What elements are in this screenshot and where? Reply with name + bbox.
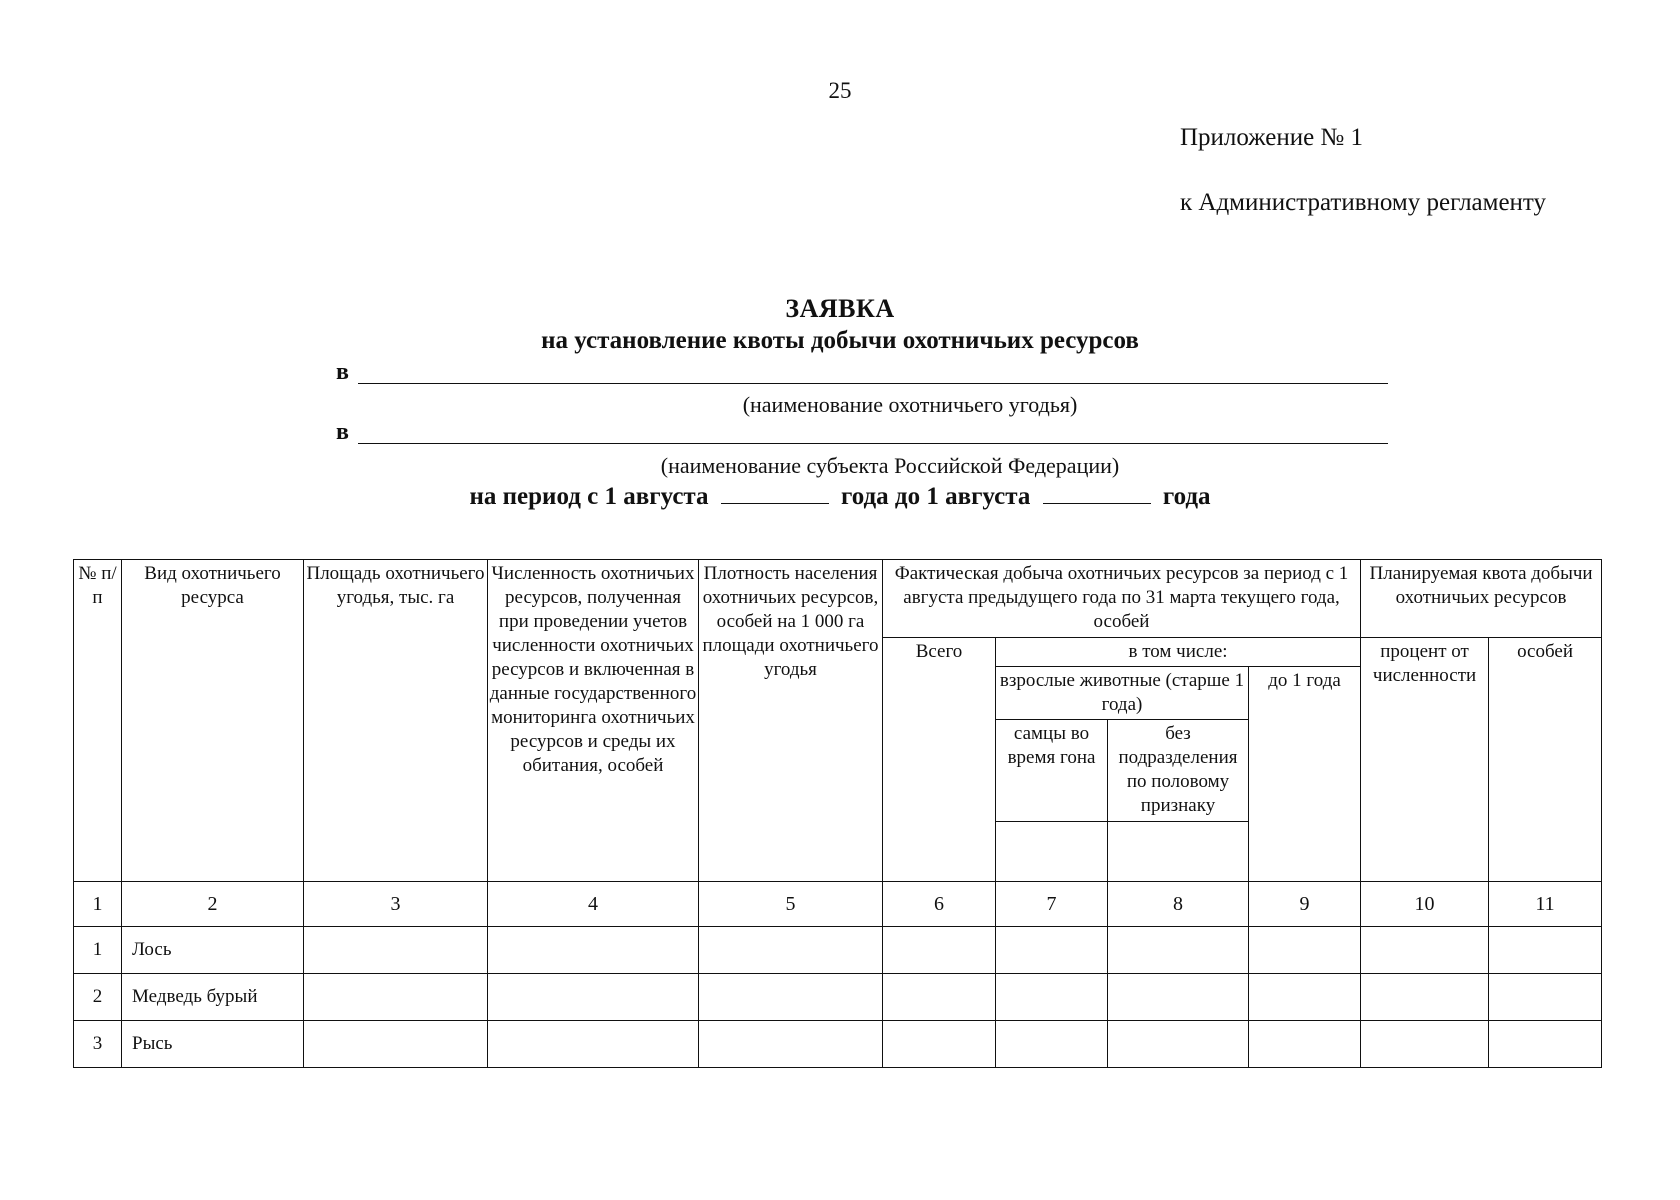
row-number: 2 [74,974,122,1021]
year-from-blank[interactable] [721,485,829,504]
period-text-3: года [1162,483,1211,510]
header-col-5: Плотность населения охотничьих ресурсов, особей на 1 000 га площади охотничьего угодья [699,560,883,882]
header-males: самцы во время гона [996,720,1108,822]
table-cell[interactable] [1361,927,1489,974]
table-cell[interactable] [883,974,996,1021]
table-cell[interactable] [883,927,996,974]
resource-name: Медведь бурый [122,974,304,1021]
region-field[interactable] [336,418,1388,448]
table-cell[interactable] [1489,1021,1602,1068]
column-number: 10 [1361,882,1489,927]
period-text-1: на период с 1 августа [469,483,709,510]
table-cell[interactable] [488,927,699,974]
table-row [74,974,1602,1021]
header-no-sex-spacer [1108,822,1249,882]
table-cell[interactable] [1249,974,1361,1021]
page-number: 25 [828,78,852,103]
table-cell[interactable] [304,974,488,1021]
document-subtitle: на установление квоты добычи охотничьих ресурсов [541,327,1139,354]
resource-name: Лось [122,927,304,974]
column-numbers-row [74,882,1602,927]
header-percent: процент от численности [1361,638,1489,882]
table-cell[interactable] [996,1021,1108,1068]
appendix-line-1: Приложение № 1 [1180,124,1364,151]
table-cell[interactable] [699,974,883,1021]
header-total: Всего [883,638,996,882]
header-under-one: до 1 года [1249,667,1361,882]
column-number: 6 [883,882,996,927]
column-number: 3 [304,882,488,927]
header-count: особей [1489,638,1602,882]
header-adults: взрослые животные (старше 1 года) [996,667,1249,720]
header-col-1: № п/п [74,560,122,882]
header-actual-harvest: Фактическая добыча охотничьих ресурсов за период с 1 августа предыдущего года по 31 марта текущего года, особей [883,560,1361,638]
table-cell[interactable] [1361,974,1489,1021]
field-prefix: в [336,419,349,445]
column-number: 5 [699,882,883,927]
table-cell[interactable] [699,927,883,974]
table-cell[interactable] [1108,1021,1249,1068]
period-line [0,483,1680,511]
fill-line [358,383,1388,384]
column-number: 4 [488,882,699,927]
table-row [74,1021,1602,1068]
column-number: 2 [122,882,304,927]
region-caption: (наименование субъекта Российской Федерации) [660,453,1120,478]
field-prefix: в [336,359,349,385]
column-number: 9 [1249,882,1361,927]
resource-name: Рысь [122,1021,304,1068]
table-cell[interactable] [488,1021,699,1068]
header-col-4: Численность охотничьих ресурсов, полученная при проведении учетов численности охотничьих ресурсов и включенная в данные государственного мониторинга охотничьих ресурсов и среды их обитания, особей [488,560,699,882]
header-col-3: Площадь охотничьего угодья, тыс. га [304,560,488,882]
table-cell[interactable] [304,927,488,974]
table-cell[interactable] [996,974,1108,1021]
table-row [74,927,1602,974]
table-cell[interactable] [1489,927,1602,974]
row-number: 1 [74,927,122,974]
table-cell[interactable] [1361,1021,1489,1068]
table-cell[interactable] [699,1021,883,1068]
column-number: 8 [1108,882,1249,927]
column-number: 1 [74,882,122,927]
hunting-ground-caption: (наименование охотничьего угодья) [742,392,1078,417]
table-cell[interactable] [1108,974,1249,1021]
table-cell[interactable] [1249,1021,1361,1068]
document-title: ЗАЯВКА [785,294,895,323]
period-text-2: года до 1 августа [841,483,1031,510]
header-col-2: Вид охотничьего ресурса [122,560,304,882]
table-cell[interactable] [1489,974,1602,1021]
header-no-sex: без подразделения по половому признаку [1108,720,1249,822]
quota-table [73,559,1602,1068]
table-cell[interactable] [304,1021,488,1068]
header-planned-quota: Планируемая квота добычи охотничьих ресурсов [1361,560,1602,638]
table-cell[interactable] [1108,927,1249,974]
table-cell[interactable] [488,974,699,1021]
row-number: 3 [74,1021,122,1068]
header-males-spacer [996,822,1108,882]
hunting-ground-field[interactable] [336,358,1388,388]
header-including: в том числе: [996,638,1361,667]
appendix-line-2: к Административному регламенту [1180,189,1547,216]
table-cell[interactable] [883,1021,996,1068]
column-number: 7 [996,882,1108,927]
column-number: 11 [1489,882,1602,927]
year-to-blank[interactable] [1043,485,1151,504]
table-cell[interactable] [1249,927,1361,974]
table-cell[interactable] [996,927,1108,974]
fill-line [358,443,1388,444]
